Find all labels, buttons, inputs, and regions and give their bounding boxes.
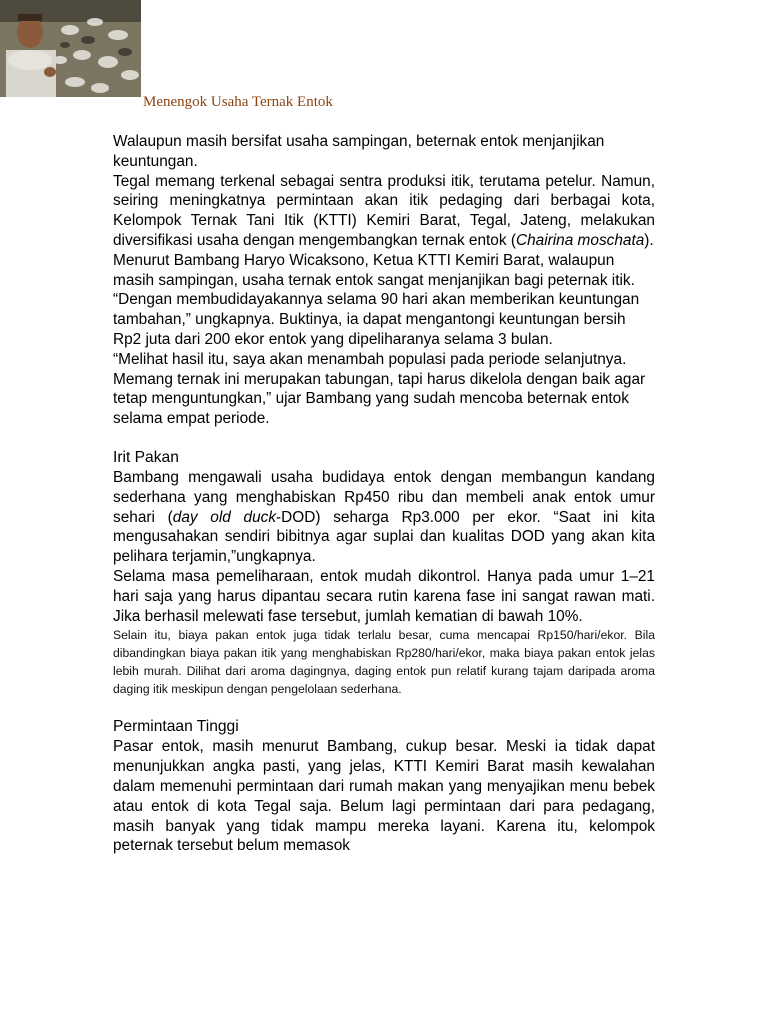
paragraph: Tegal memang terkenal sebagai sentra produksi itik, terutama petelur. Namun, seiring meningkatnya permintaan akan itik pedaging dari berbagai kota, Kelompok Ternak Tani Itik (KTTI) Kemiri Barat, Tegal, Jateng, melakukan diversifikasi usaha dengan mengembangkan ternak entok (Chairina moschata). [113,172,655,249]
small-paragraph: Selain itu, biaya pakan entok juga tidak terlalu besar, cuma mencapai Rp150/hari/ekor. Bila dibandingkan biaya pakan itik yang menghabiskan Rp280/hari/ekor, maka biaya pakan entok jelas lebih murah. Dilihat dari aroma dagingnya, daging entok pun relatif kurang tajam daripada aroma daging itik meskipun dengan pengelolaan sederhana. [113,628,655,697]
farmer-photo [0,0,141,97]
paragraph: Pasar entok, masih menurut Bambang, cukup besar. Meski ia tidak dapat menunjukkan angka pasti, yang jelas, KTTI Kemiri Barat masih kewalahan dalam memenuhi permintaan dari rumah makan yang menyajikan menu bebek atau entok di kota Tegal saja. Belum lagi permintaan dari para pedagang, masih banyak yang tidak mampu mereka layani. Karena itu, kelompok peternak tersebut belum memasok [113,738,655,855]
section-heading-permintaan-tinggi: Permintaan Tinggi [113,718,239,736]
paragraph: Selama masa pemeliharaan, entok mudah dikontrol. Hanya pada umur 1–21 hari saja yang harus dipantau secara rutin karena fase ini sangat rawan mati. Jika berhasil melewati fase tersebut, jumlah kematian di bawah 10%. [113,567,655,625]
paragraph: Bambang mengawali usaha budidaya entok dengan membangun kandang sederhana yang menghabiskan Rp450 ribu dan membeli anak entok umur sehari (day old duck-DOD) seharga Rp3.000 per ekor. “Saat ini kita mengusahakan sendiri bibitnya agar suplai dan kualitas DOD yang akan kita pelihara terjamin,”ungkapnya. [113,468,655,566]
paragraph: Menurut Bambang Haryo Wicaksono, Ketua KTTI Kemiri Barat, walaupun masih sampingan, usaha ternak entok sangat menjanjikan bagi peternak itik. “Dengan membudidayakannya selama 90 hari akan memberikan keuntungan tambahan,” ungkapnya. Buktinya, ia dapat mengantongi keuntungan bersih Rp2 juta dari 200 ekor entok yang dipeliharanya selama 3 bulan. [113,251,640,348]
article-body [113,132,655,856]
section-heading-irit-pakan: Irit Pakan [113,448,179,466]
article-title: Menengok Usaha Ternak Entok [143,94,333,110]
paragraph: “Melihat hasil itu, saya akan menambah populasi pada periode selanjutnya. Memang ternak ini merupakan tabungan, tapi harus dikelola dengan baik agar tetap menguntungkan,” ujar Bambang yang sudah mencoba beternak entok selama empat periode. [113,350,646,428]
intro-paragraph: Walaupun masih bersifat usaha sampingan, beternak entok menjanjikan keuntungan. [113,133,605,170]
